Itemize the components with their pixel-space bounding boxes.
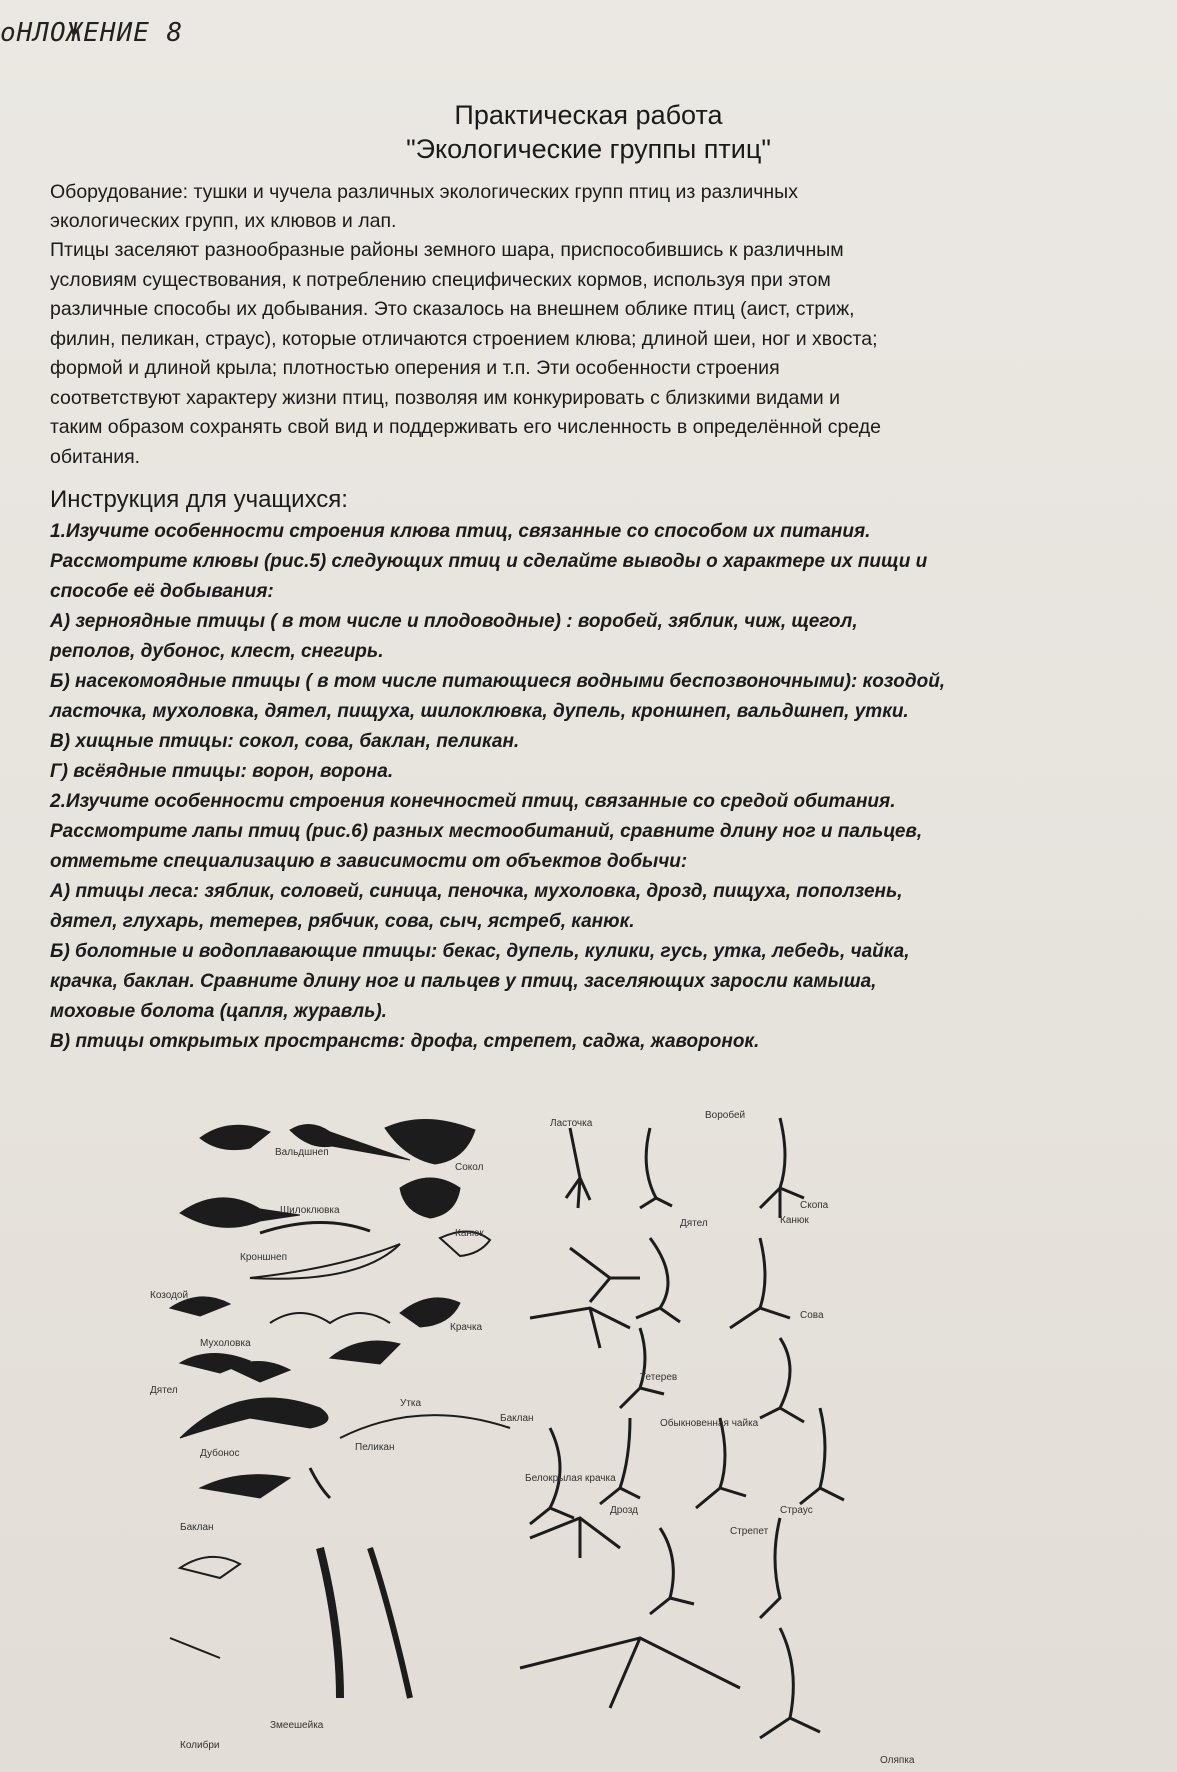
foot-label: Белокрылая крачка (525, 1473, 616, 1484)
instructions-heading: Инструкция для учащихся: (50, 486, 348, 513)
text-line: Птицы заселяют разнообразные районы земного шара, приспособившись к различным (50, 239, 844, 261)
beaks-and-feet-illustration (140, 1108, 1100, 1768)
page-title: Практическая работа (454, 100, 723, 130)
instruction-line: способе её добывания: (50, 581, 274, 602)
instruction-line: дятел, глухарь, тетерев, рябчик, сова, сыч, ястреб, канюк. (50, 911, 635, 932)
instructions-list (50, 517, 1120, 1057)
text-line: филин, пеликан, страус), которые отличаются строением клюва; длиной шеи, ног и хвоста; (50, 327, 878, 350)
instruction-line: отметьте специализацию в зависимости от объектов добычи: (50, 851, 688, 872)
text-line: условиям существования, к потреблению специфических кормов, используя при этом (50, 268, 831, 291)
instruction-line: моховые болота (цапля, журавль). (50, 1001, 387, 1022)
equipment-paragraph (50, 178, 1110, 236)
instruction-line: реполов, дубонос, клест, снегирь. (50, 641, 384, 662)
foot-label: Страус (780, 1505, 813, 1516)
instruction-line: 1.Изучите особенности строения клюва птиц, связанные со способом их питания. (50, 521, 871, 542)
beak-label: Утка (400, 1398, 422, 1409)
appendix-label: оНЛОЖЕНИЕ 8 (0, 18, 184, 48)
instruction-line: В) хищные птицы: сокол, сова, баклан, пеликан. (50, 731, 520, 752)
foot-label: Тетерев (640, 1372, 678, 1383)
foot-label: Оляпка (880, 1755, 915, 1766)
instruction-line: Рассмотрите клювы (рис.5) следующих птиц и сделайте выводы о характере их пищи и (50, 551, 928, 572)
beak-label: Пеликан (355, 1442, 395, 1453)
beak-label: Сокол (455, 1162, 484, 1173)
figure-labels (150, 1109, 915, 1766)
beak-label: Шилоклювка (280, 1205, 340, 1216)
beaks-drawing (170, 1119, 510, 1698)
instruction-line: А) зерноядные птицы ( в том числе и плодоводные) : воробей, зяблик, чиж, щегол, (50, 611, 858, 632)
beak-label: Баклан (180, 1522, 214, 1533)
intro-paragraph (50, 236, 1110, 472)
beak-label: Канюк (455, 1228, 484, 1239)
foot-label: Дятел (680, 1218, 708, 1229)
foot-label: Сова (800, 1310, 824, 1321)
beak-label: Вальдшнеп (275, 1147, 329, 1158)
instruction-line: А) птицы леса: зяблик, соловей, синица, пеночка, мухоловка, дрозд, пищуха, поползень, (50, 881, 903, 902)
instruction-line: крачка, баклан. Сравните длину ног и пальцев у птиц, заселяющих заросли камыша, (50, 971, 877, 992)
text-line: соответствуют характеру жизни птиц, позволяя им конкурировать с близкими видами и (50, 386, 840, 409)
instruction-line: ласточка, мухоловка, дятел, пищуха, шилоклювка, дупель, кроншнеп, вальдшнеп, утки. (50, 701, 909, 722)
instruction-line: Рассмотрите лапы птиц (рис.6) разных местообитаний, сравните длину ног и пальцев, (50, 821, 923, 842)
text-line: различные способы их добывания. Это сказалось на внешнем облике птиц (аист, стриж, (50, 298, 855, 320)
beak-label: Змеешейка (270, 1720, 324, 1731)
text-line: формой и длиной крыла; плотностью оперения и т.п. Эти особенности строения (50, 357, 780, 379)
text-line: экологических групп, их клювов и лап. (50, 210, 397, 232)
text-line: Оборудование: тушки и чучела различных экологических групп птиц из различных (50, 181, 798, 203)
beak-label: Дятел (150, 1385, 178, 1396)
instruction-line: 2.Изучите особенности строения конечностей птиц, связанные со средой обитания. (50, 791, 896, 812)
foot-label: Обыкновенная чайка (660, 1418, 759, 1429)
page-subtitle: "Экологические группы птиц" (406, 134, 771, 164)
foot-label: Скопа (800, 1200, 829, 1211)
foot-label: Канюк (780, 1215, 809, 1226)
text-line: таким образом сохранять свой вид и поддерживать его численность в определённой среде (50, 416, 882, 438)
beak-label: Крачка (450, 1322, 483, 1333)
foot-label: Ласточка (550, 1118, 593, 1129)
beak-label: Козодой (150, 1290, 189, 1301)
foot-label: Стрепет (730, 1526, 769, 1537)
beak-label: Дубонос (200, 1448, 240, 1459)
foot-label: Воробей (705, 1110, 746, 1121)
beak-label: Мухоловка (200, 1338, 251, 1349)
instruction-line: Б) насекомоядные птицы ( в том числе питающиеся водными беспозвоночными): козодой, (50, 671, 946, 692)
beak-label: Колибри (180, 1740, 220, 1751)
instruction-line: Б) болотные и водоплавающие птицы: бекас, дупель, кулики, гусь, утка, лебедь, чайка, (50, 941, 910, 962)
beak-label: Кроншнеп (240, 1252, 287, 1263)
text-line: обитания. (50, 445, 141, 468)
instruction-line: Г) всёядные птицы: ворон, ворона. (50, 761, 394, 782)
foot-label: Дрозд (610, 1505, 638, 1516)
foot-label: Баклан (500, 1413, 534, 1424)
instruction-line: В) птицы открытых пространств: дрофа, стрепет, саджа, жаворонок. (50, 1031, 760, 1052)
